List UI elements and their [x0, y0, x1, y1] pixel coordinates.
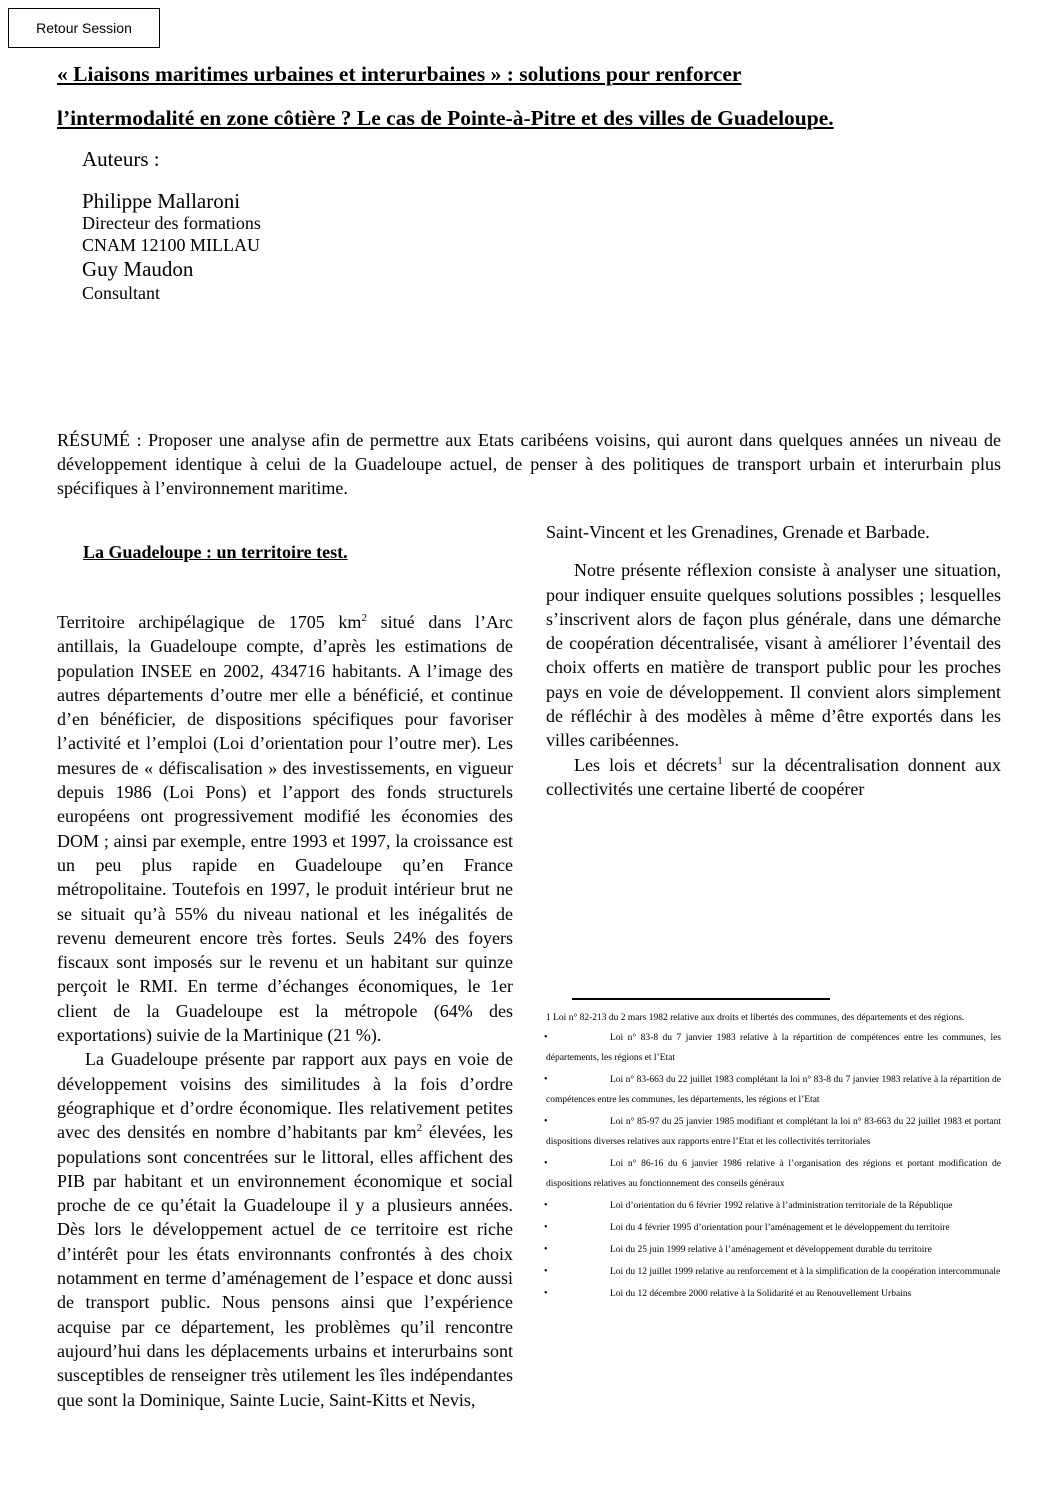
abstract: RÉSUMÉ : Proposer une analyse afin de permettre aux Etats caribéens voisins, qui auront dans quelques années un niveau de développement identique à celui de la Guadeloupe actuel, de penser à des politiques de transport urbain et interurbain plus spécifiques à l’environnement maritime. [57, 430, 1001, 498]
bullet-icon: • [544, 1200, 548, 1211]
bullet-icon: • [544, 1266, 548, 1277]
footnote-text: Loi du 12 décembre 2000 relative à la Solidarité et au Renouvellement Urbains [610, 1289, 912, 1299]
footnote-text: Loi n° 83-663 du 22 juillet 1983 complétant la loi n° 83-8 du 7 janvier 1983 relative à la répartition de compétences entre les communes, les départements, les régions et l’Etat [546, 1075, 1001, 1105]
bullet-icon: • [544, 1032, 548, 1043]
footnote-list-item [546, 1070, 1001, 1110]
footnote-text: Loi n° 83-8 du 7 janvier 1983 relative à la répartition de compétences entre les communes, les départements, les régions et l’Etat [546, 1033, 1001, 1063]
author-1-affiliation: CNAM 12100 MILLAU [82, 235, 260, 255]
author-2-name: Guy Maudon [82, 257, 194, 281]
bullet-icon: • [544, 1158, 548, 1169]
footnote-text: Loi n° 86-16 du 6 janvier 1986 relative à l’organisation des régions et portant modification de dispositions relatives au fonctionnement des conseils généraux [546, 1159, 1001, 1189]
bullet-icon: • [544, 1074, 548, 1085]
footnote-list [546, 1028, 1001, 1304]
footnote-1: 1 Loi n° 82-213 du 2 mars 1982 relative aux droits et libertés des communes, des départements et des régions. [546, 1013, 965, 1023]
footnote-separator [572, 998, 830, 1000]
footnote-list-item [546, 1262, 1001, 1282]
right-column [546, 520, 1001, 801]
footnote-list-item [546, 1154, 1001, 1194]
footnote-list-item [546, 1196, 1001, 1216]
bullet-icon: • [544, 1222, 548, 1233]
back-to-session-button[interactable]: Retour Session [8, 8, 160, 48]
footnote-list-item [546, 1112, 1001, 1152]
author-2-role: Consultant [82, 283, 161, 303]
footnote-text: Loi du 25 juin 1999 relative à l’aménagement et développement durable du territoire [610, 1245, 932, 1255]
bullet-icon: • [544, 1116, 548, 1127]
footnote-text: Loi du 12 juillet 1999 relative au renforcement et à la simplification de la coopération intercommunale [610, 1267, 1001, 1277]
section-title: La Guadeloupe : un territoire test. [83, 542, 348, 562]
footnote-list-item [546, 1284, 1001, 1304]
left-column [57, 540, 513, 1412]
footnote-list-item [546, 1240, 1001, 1260]
authors-block [82, 146, 261, 304]
title-line-2: l’intermodalité en zone côtière ? Le cas de Pointe-à-Pitre et des villes de Guadeloupe. [57, 106, 834, 130]
bullet-icon: • [544, 1244, 548, 1255]
paragraph-4: Les lois et décrets$^1$ sur la décentralisation donnent aux collectivités une certaine liberté de coopérer [546, 754, 1001, 799]
footnote-text: Loi du 4 février 1995 d’orientation pour l’aménagement et le développement du territoire [610, 1223, 950, 1233]
authors-heading: Auteurs : [82, 147, 160, 171]
footnote-text: Loi d’orientation du 6 février 1992 relative à l’administration territoriale de la République [610, 1201, 953, 1211]
footnotes [546, 1008, 1001, 1306]
footnote-list-item [546, 1028, 1001, 1068]
footnote-text: Loi n° 85-97 du 25 janvier 1985 modifiant et complétant la loi n° 83-663 du 22 juillet 1983 et portant dispositions diverses relatives aux rapports entre l’Etat et les collectivités territoriales [546, 1117, 1001, 1147]
paragraph-2-continued: Saint-Vincent et les Grenadines, Grenade et Barbade. [546, 522, 930, 542]
footnote-list-item [546, 1218, 1001, 1238]
paragraph-2: La Guadeloupe présente par rapport aux pays en voie de développement voisins des similitudes à la fois d’ordre géographique et d’ordre économique. Iles relativement petites avec des densités en nombre d’habitants par $km^2$ élevées, les populations sont concentrées sur le littoral, elles affichent des PIB par habitant et un environnement économique et social proche de ce qu’était la Guadeloupe il y a plusieurs années. Dès lors le développement actuel de ce territoire est riche d’intérêt pour les états environnants confrontés à des choix notamment en terme d’aménagement de l’espace et donc aussi de transport public. Nous pensons ainsi que l’expérience acquise par ce département, les problèmes qu’il rencontre aujourd’hui dans les déplacements urbains et interurbains sont susceptibles de renseigner très utilement les îles indépendantes que sont la Dominique, Sainte Lucie, Saint-Kitts et Nevis, [57, 1049, 513, 1410]
paragraph-1: Territoire archipélagique de 1705 $km^2$ situé dans l’Arc antillais, la Guadeloupe compte, d’après les estimations de population INSEE en 2002, 434716 habitants. A l’image des autres départements d’outre mer elle a bénéficié, et continue d’en bénéficier, de dispositions spécifiques pour favoriser l’activité et l’emploi (Loi d’orientation pour l’outre mer). Les mesures de « défiscalisation » des investissements, en vigueur depuis 1986 (Loi Pons) et l’apport des fonds structurels européens ont progressivement modifié les économies des DOM ; ainsi par exemple, entre 1993 et 1997, la croissance est un peu plus rapide en Guadeloupe qu’en France métropolitaine. Toutefois en 1997, le produit intérieur brut ne se situait qu’à 55% du niveau national et les inégalités de revenu demeurent encore très fortes. Seuls 24% des foyers fiscaux sont imposés sur le revenu et un habitant sur quinze perçoit le RMI. En terme d’échanges économiques, le 1er client de la Guadeloupe est la métropole (64% des exportations) suivie de la Martinique (21 %). [57, 612, 514, 1046]
author-1-role: Directeur des formations [82, 213, 261, 233]
bullet-icon: • [544, 1288, 548, 1299]
title-line-1: « Liaisons maritimes urbaines et interurbaines » : solutions pour renforcer [57, 62, 742, 86]
author-1-name: Philippe Mallaroni [82, 189, 241, 213]
paragraph-3: Notre présente réflexion consiste à analyser une situation, pour indiquer ensuite quelques solutions possibles ; lesquelles s’inscrivent alors de façon plus générale, dans une démarche de coopération décentralisée, visant à améliorer l’éventail des choix offerts en matière de transport public pour les proches pays en voie de développement. Il convient alors simplement de réfléchir à des modèles à même d’être exportés dans les villes caribéennes. [546, 560, 1001, 751]
